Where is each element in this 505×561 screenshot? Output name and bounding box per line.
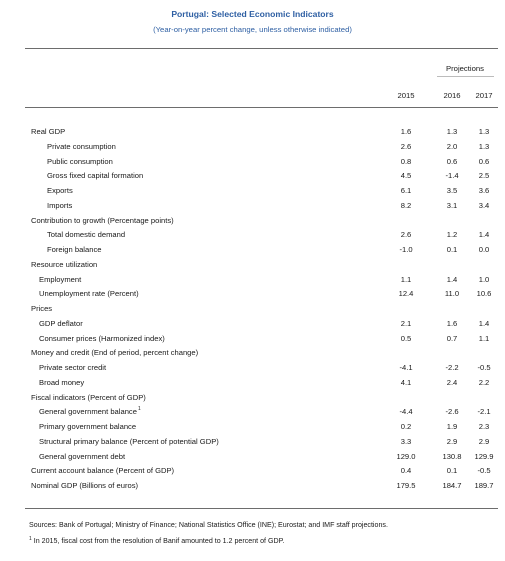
table-row xyxy=(0,466,505,481)
row-value-2017: -0.5 xyxy=(477,363,491,372)
row-label: Employment xyxy=(39,274,82,284)
column-header-2016: 2016 xyxy=(443,91,461,100)
table-row xyxy=(0,275,505,290)
row-value-2017: 0.0 xyxy=(478,245,490,254)
row-value-2015: 2.1 xyxy=(400,318,412,328)
row-value-2016: 11.0 xyxy=(444,289,460,299)
sources-note: Sources: Bank of Portugal; Ministry of Finance; National Statistics Office (INE); Eurostat; and IMF staff projections. xyxy=(29,521,388,529)
table-row xyxy=(0,201,505,216)
table-row xyxy=(0,363,505,378)
header-rule xyxy=(25,107,498,108)
row-value-2017: -2.1 xyxy=(477,407,491,417)
table-row xyxy=(0,407,505,422)
row-label: Structural primary balance (Percent of potential GDP) xyxy=(39,436,219,446)
row-value-2017: 1.3 xyxy=(478,127,490,136)
row-label: Broad money xyxy=(39,377,85,387)
table-row xyxy=(0,216,505,231)
footnote-marker: 1 xyxy=(29,536,32,542)
row-label: Private sector credit xyxy=(39,363,107,372)
row-value-2017: 1.4 xyxy=(478,318,490,328)
row-value-2015: -1.0 xyxy=(399,245,413,254)
table-row xyxy=(0,230,505,245)
row-label: General government balance xyxy=(39,407,137,417)
table-row xyxy=(0,171,505,186)
row-value-2016: 3.1 xyxy=(446,200,458,210)
row-value-2015: 2.6 xyxy=(400,230,412,240)
footnote-text: In 2015, fiscal cost from the resolution of Banif amounted to 1.2 percent of GDP. xyxy=(33,537,285,545)
row-value-2015: 12.4 xyxy=(398,289,414,299)
row-value-2017: 10.6 xyxy=(476,289,492,299)
table-row xyxy=(0,393,505,408)
row-value-2017: 1.3 xyxy=(478,141,490,151)
table-row xyxy=(0,319,505,334)
row-value-2015: 4.1 xyxy=(400,377,412,387)
table-subtitle: (Year-on-year percent change, unless otherwise indicated) xyxy=(153,25,352,34)
row-label: Real GDP xyxy=(31,127,66,136)
row-value-2016: 1.6 xyxy=(446,318,458,328)
row-value-2017: -0.5 xyxy=(477,466,491,476)
column-header-2015: 2015 xyxy=(397,91,415,100)
row-value-2016: -2.6 xyxy=(445,407,459,417)
row-label: General government debt xyxy=(39,451,126,461)
table-row xyxy=(0,186,505,201)
table-row xyxy=(0,289,505,304)
column-header-2017: 2017 xyxy=(475,91,493,100)
row-label: Contribution to growth (Percentage points) xyxy=(31,215,174,225)
row-value-2017: 1.0 xyxy=(478,274,490,284)
row-label: GDP deflator xyxy=(39,318,83,328)
row-value-2015: 0.5 xyxy=(400,333,412,343)
row-value-2016: 184.7 xyxy=(442,481,462,490)
row-label: Consumer prices (Harmonized index) xyxy=(39,333,165,343)
row-value-2016: 0.1 xyxy=(446,245,458,254)
row-value-2015: 129.0 xyxy=(396,451,416,461)
row-value-2017: 3.4 xyxy=(478,200,490,210)
table-row xyxy=(0,142,505,157)
row-value-2015: 1.6 xyxy=(400,127,412,136)
row-value-2016: 2.9 xyxy=(446,436,458,446)
row-value-2015: 4.5 xyxy=(400,171,412,181)
row-value-2016: 2.4 xyxy=(446,377,458,387)
table-title: Portugal: Selected Economic Indicators xyxy=(171,9,334,19)
row-value-2016: 130.8 xyxy=(442,451,462,461)
row-value-2016: 1.9 xyxy=(446,422,458,431)
row-value-2017: 2.5 xyxy=(478,171,490,181)
table-row xyxy=(0,452,505,467)
row-label: Money and credit (End of period, percent change) xyxy=(31,348,199,358)
row-value-2017: 189.7 xyxy=(474,481,494,490)
row-value-2015: -4.1 xyxy=(399,363,413,372)
row-value-2016: 0.6 xyxy=(446,156,458,166)
row-value-2017: 2.3 xyxy=(478,422,490,431)
row-value-2017: 0.6 xyxy=(478,156,490,166)
row-label: Fiscal indicators (Percent of GDP) xyxy=(31,392,146,402)
row-label: Exports xyxy=(47,186,73,195)
row-label: Nominal GDP (Billions of euros) xyxy=(31,481,139,490)
row-value-2016: 1.4 xyxy=(446,274,458,284)
row-value-2015: 6.1 xyxy=(400,186,412,195)
row-label: Primary government balance xyxy=(39,422,137,431)
row-label: Public consumption xyxy=(47,156,113,166)
row-value-2015: 1.1 xyxy=(400,274,412,284)
table-row xyxy=(0,481,505,496)
row-value-2016: 0.1 xyxy=(446,466,458,476)
row-value-2015: -4.4 xyxy=(399,407,413,417)
table-row xyxy=(0,260,505,275)
table-row xyxy=(0,245,505,260)
row-value-2017: 1.1 xyxy=(478,333,490,343)
row-label: Imports xyxy=(47,200,73,210)
row-value-2015: 0.4 xyxy=(400,466,412,476)
row-label: Total domestic demand xyxy=(47,230,126,240)
table-row xyxy=(0,127,505,142)
row-value-2015: 8.2 xyxy=(400,200,412,210)
projections-label: Projections xyxy=(445,64,485,73)
row-value-2016: 3.5 xyxy=(446,186,458,195)
row-value-2015: 3.3 xyxy=(400,436,412,446)
row-value-2017: 1.4 xyxy=(478,230,490,240)
row-value-2015: 0.8 xyxy=(400,156,412,166)
table-row xyxy=(0,378,505,393)
row-label: Current account balance (Percent of GDP) xyxy=(31,466,175,476)
row-label: Private consumption xyxy=(47,141,116,151)
row-value-2015: 179.5 xyxy=(396,481,416,490)
row-value-2016: 2.0 xyxy=(446,141,458,151)
row-value-2016: 0.7 xyxy=(446,333,458,343)
row-value-2016: -2.2 xyxy=(445,363,459,372)
table-row xyxy=(0,157,505,172)
footnote xyxy=(29,536,284,545)
table-row xyxy=(0,437,505,452)
projections-rule xyxy=(437,76,494,77)
table-row xyxy=(0,348,505,363)
row-value-2016: -1.4 xyxy=(445,171,459,181)
row-value-2017: 2.2 xyxy=(478,377,490,387)
row-value-2017: 3.6 xyxy=(478,186,490,195)
row-label: Resource utilization xyxy=(31,259,98,269)
row-value-2017: 129.9 xyxy=(474,451,494,461)
row-label: Unemployment rate (Percent) xyxy=(39,289,139,299)
table-row xyxy=(0,334,505,349)
row-value-2015: 0.2 xyxy=(400,422,412,431)
row-value-2015: 2.6 xyxy=(400,141,412,151)
table-row xyxy=(0,422,505,437)
row-label: Prices xyxy=(31,304,53,313)
row-footnote-marker: 1 xyxy=(138,406,141,413)
row-value-2017: 2.9 xyxy=(478,436,490,446)
row-value-2016: 1.3 xyxy=(446,127,458,136)
row-value-2016: 1.2 xyxy=(446,230,458,240)
table-row xyxy=(0,304,505,319)
row-label: Gross fixed capital formation xyxy=(47,171,144,181)
row-label: Foreign balance xyxy=(47,245,102,254)
